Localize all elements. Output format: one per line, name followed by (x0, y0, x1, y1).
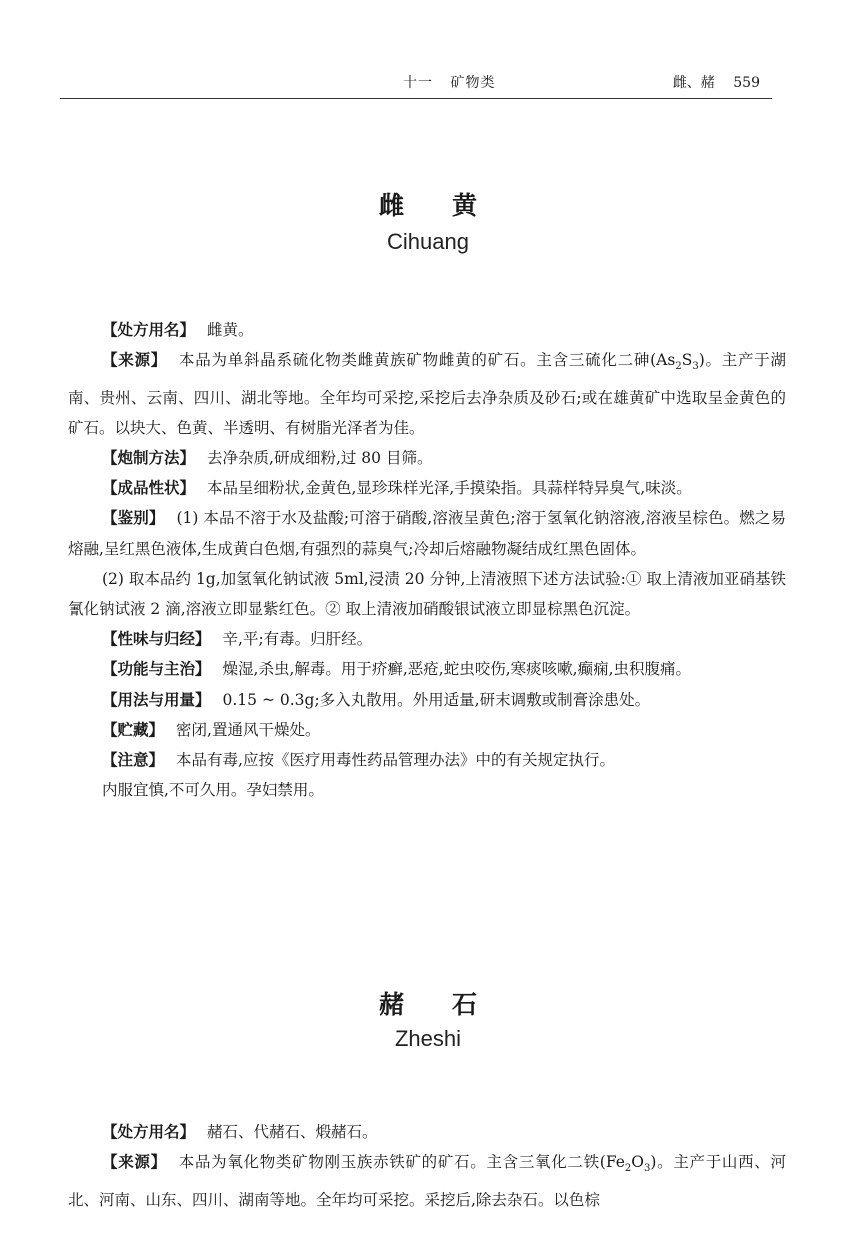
entry1-body (68, 315, 786, 805)
field-function: 【功能与主治】 燥湿,杀虫,解毒。用于疥癣,恶疮,蛇虫咬伤,寒痰咳嗽,癫痫,虫积腹痛。 (102, 660, 692, 679)
field-caution-2: 内服宜慎,不可久用。孕妇禁用。 (102, 781, 324, 800)
chapter-number: 十一 (403, 75, 433, 91)
entry1-pinyin: Cihuang (387, 229, 469, 254)
field-prescription-name: 【处方用名】 雌黄。 (102, 321, 254, 339)
running-header (60, 72, 772, 99)
running-title (673, 72, 760, 92)
field-identification-2: (2) 取本品约 1g,加氢氧化钠试液 5ml,浸渍 20 分钟,上清液照下述方法试验:① 取上清液加亚硝基铁氰化钠试液 2 滴,溶液立即显紫红色。② 取上清液加硝酸银试液立即显棕黑色沉淀。 (68, 569, 786, 618)
field-source: 【来源】 本品为氧化物类矿物刚玉族赤铁矿的矿石。主含三氧化二铁$(Fe_2O_3)$。主产于山西、河北、河南、山东、四川、湖南等地。全年均可采挖。采挖后,除去杂石。以色棕 (68, 1153, 786, 1209)
field-storage: 【贮藏】 密闭,置通风干燥处。 (102, 720, 321, 739)
chapter-heading (403, 72, 495, 92)
field-source: 【来源】 本品为单斜晶系硫化物类雌黄族矿物雌黄的矿石。主含三硫化二砷$(As_2S_3)$。主产于湖南、贵州、云南、四川、湖北等地。全年均可采挖,采挖后去净杂质及砂石;或在雄黄矿中选取呈金黄色的矿石。以块大、色黄、半透明、有树脂光泽者为佳。 (68, 351, 786, 437)
page-number: 559 (733, 75, 760, 91)
field-identification: 【鉴别】 (1) 本品不溶于水及盐酸;可溶于硝酸,溶液呈黄色;溶于氢氧化钠溶液,溶液呈棕色。燃之易熔融,呈红黑色液体,生成黄白色烟,有强烈的蒜臭气;冷却后熔融物凝结成红黑色固体。 (68, 509, 786, 558)
entry1-title: 雌黄 (378, 191, 525, 220)
running-title-text: 雌、赭 (672, 75, 715, 91)
entry2-title: 赭石 (378, 990, 525, 1019)
entry2-pinyin: Zheshi (394, 1026, 462, 1051)
entry2-body (68, 1117, 786, 1215)
field-prescription-name: 【处方用名】 赭石、代赭石、煅赭石。 (102, 1123, 378, 1141)
chapter-title: 矿物类 (450, 75, 496, 91)
field-dosage: 【用法与用量】 0.15 ~ 0.3g;多入丸散用。外用适量,研末调敷或制膏涂患处。 (102, 690, 651, 709)
field-processing: 【炮制方法】 去净杂质,研成细粉,过 80 目筛。 (102, 448, 433, 467)
field-appearance: 【成品性状】 本品呈细粉状,金黄色,显珍珠样光泽,手摸染指。具蒜样特异臭气,味淡。 (102, 479, 692, 498)
field-nature: 【性味与归经】 辛,平;有毒。归肝经。 (102, 630, 373, 649)
field-caution: 【注意】 本品有毒,应按《医疗用毒性药品管理办法》中的有关规定执行。 (102, 750, 615, 769)
